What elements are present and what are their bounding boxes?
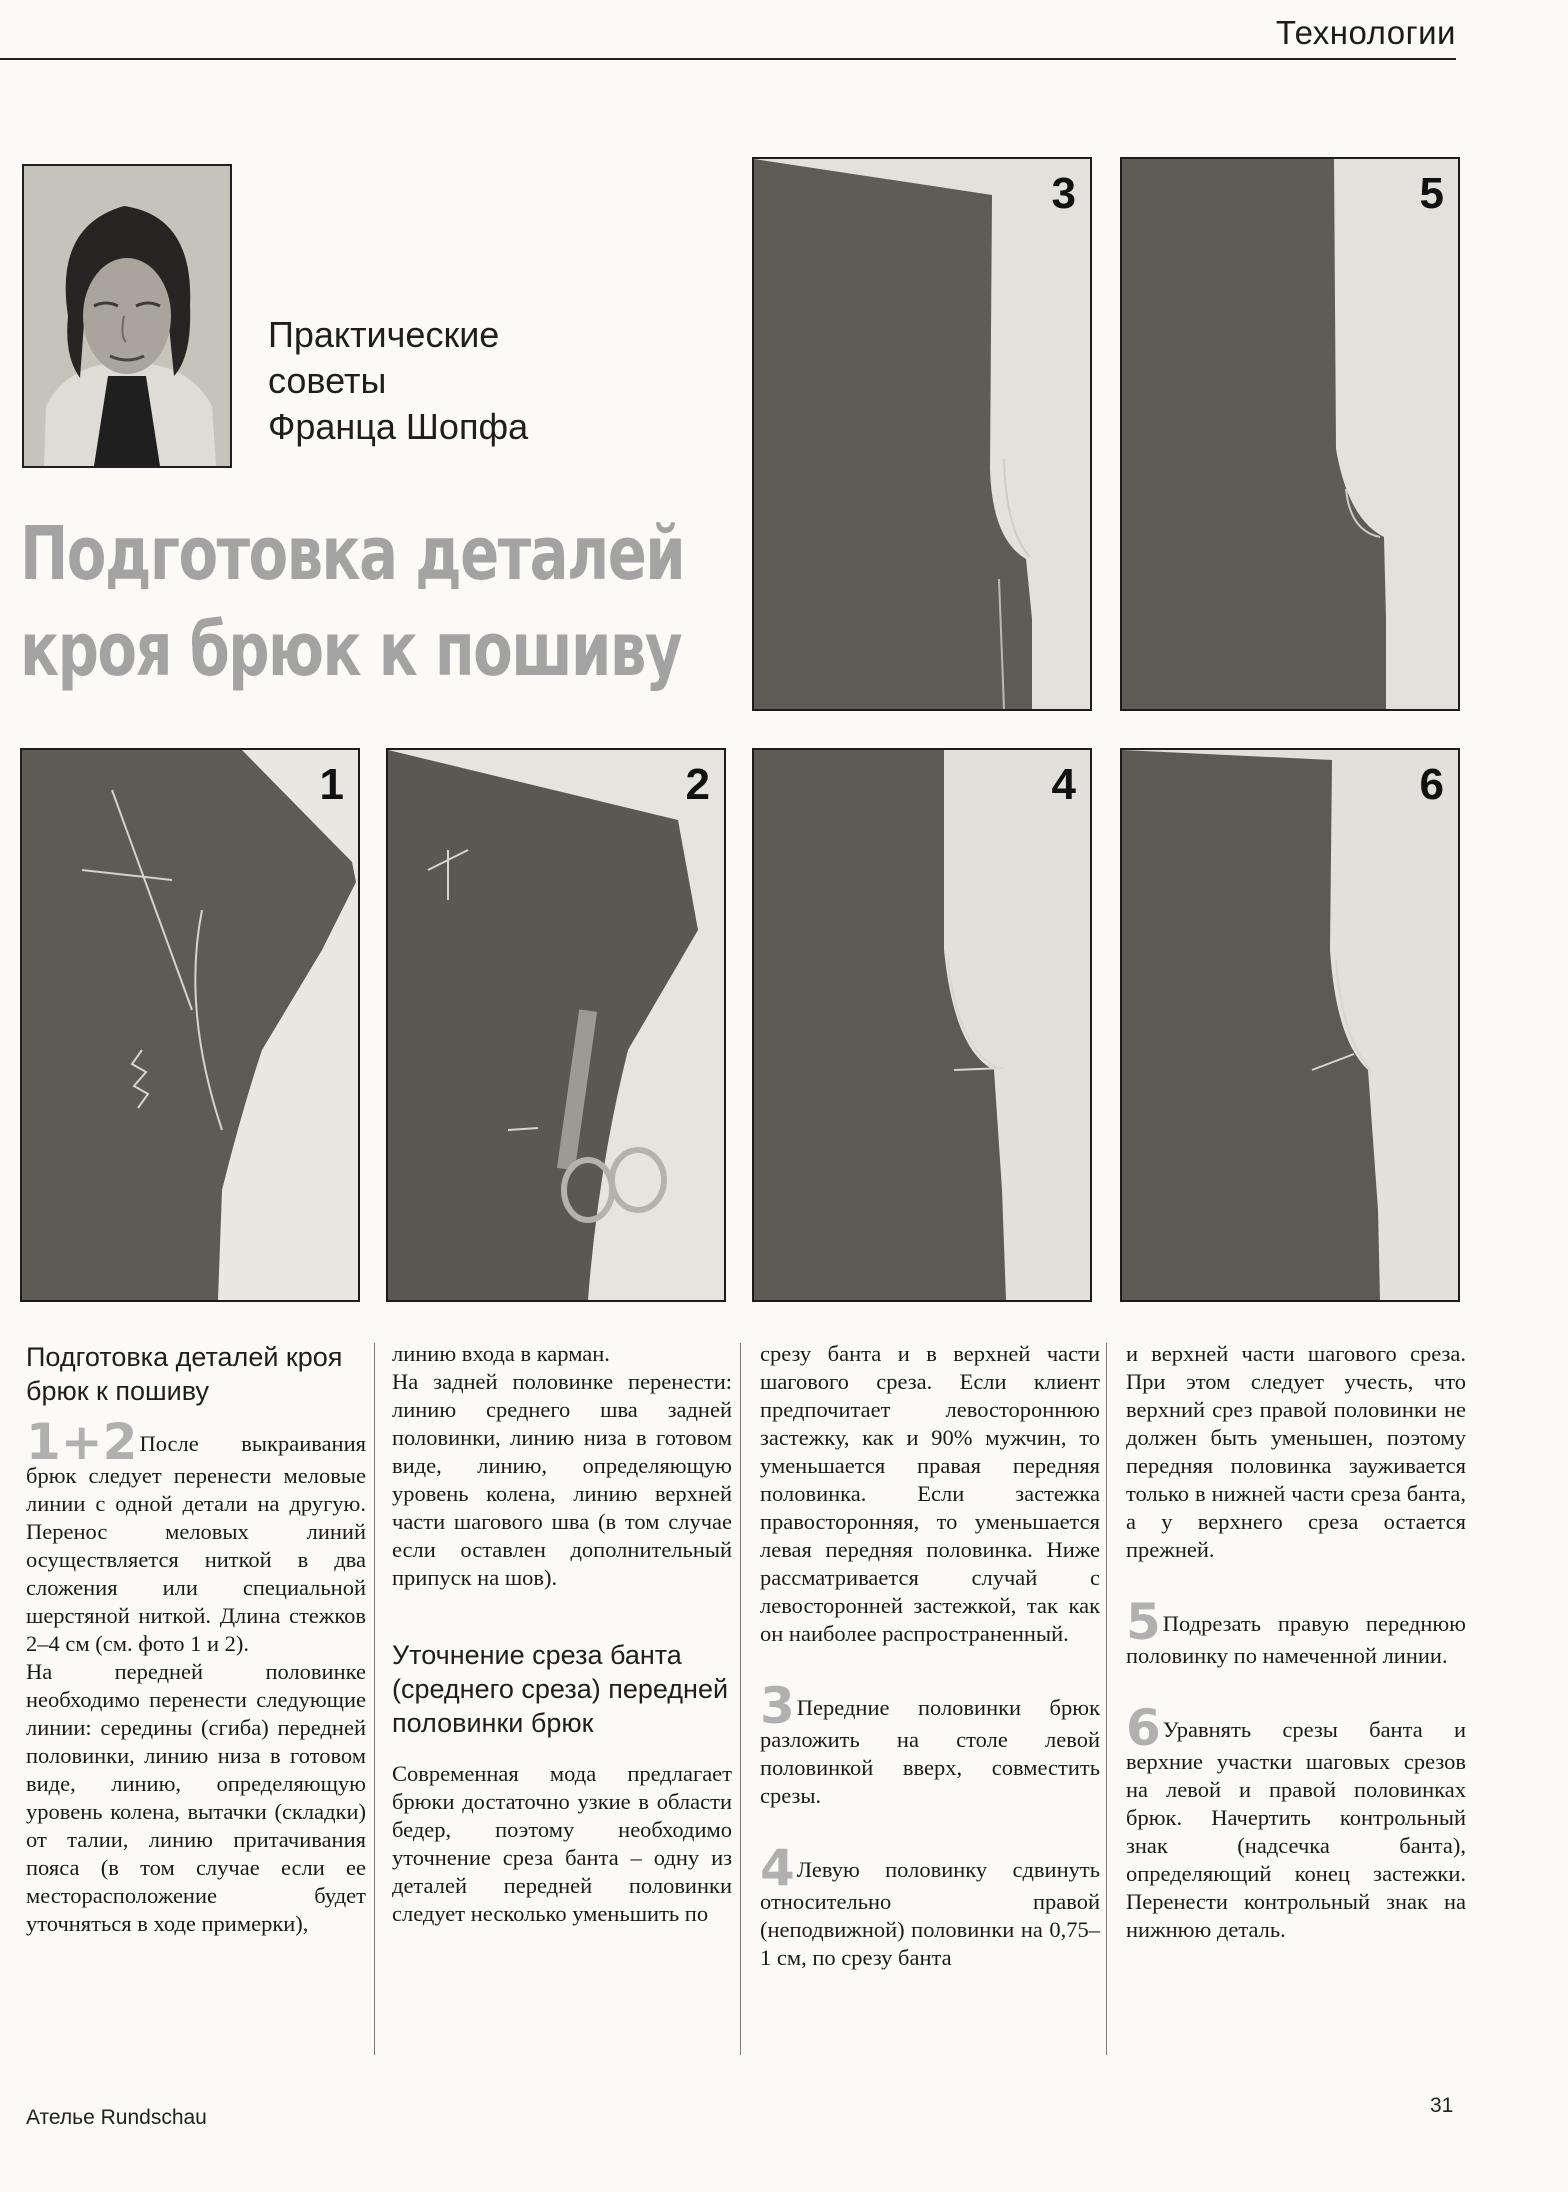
article-headline bbox=[20, 506, 685, 698]
step-paragraph bbox=[1126, 1699, 1466, 1944]
text-column-3 bbox=[760, 1340, 1100, 1972]
byline-line: Практические bbox=[268, 314, 500, 355]
magazine-name: Ателье Rundschau bbox=[26, 2106, 207, 2129]
photo-number: 6 bbox=[1419, 760, 1444, 809]
paragraph: Современная мода предлагает брюки достаточно узкие в области бедер, поэтому необходимо уточнение среза банта – одну из деталей передней половинки следует несколько уменьшить по bbox=[392, 1761, 732, 1926]
step-number: 3 bbox=[760, 1677, 795, 1735]
section-label: Технологии bbox=[1275, 14, 1456, 51]
photo-number: 1 bbox=[319, 760, 344, 809]
column-rule bbox=[1106, 1343, 1107, 2055]
headline-line: кроя брюк к пошиву bbox=[20, 607, 681, 693]
column-rule bbox=[374, 1343, 375, 2055]
paragraph-text: Передние половинки брюк разложить на столе левой половинкой вверх, совместить срезы. bbox=[760, 1695, 1100, 1808]
photo-number: 4 bbox=[1051, 760, 1076, 809]
step-paragraph bbox=[760, 1839, 1100, 1972]
paragraph-text: Подрезать правую переднюю половинку по намеченной линии. bbox=[1126, 1611, 1466, 1668]
section-subtitle: Подготовка деталей кроя брюк к пошиву bbox=[26, 1342, 343, 1406]
photo-number: 3 bbox=[1051, 169, 1076, 218]
paragraph: На задней половинке перенести: линию среднего шва задней половинки, линию низа в готовом виде, линию, определяющую уровень колена, линию верхней части шагового шва (в том случае если оставлен дополнительный припуск на шов). bbox=[392, 1369, 732, 1590]
paragraph: На передней половинке необходимо перенести следующие линии: середины (сгиба) передней половинки, линию низа в готовом виде, линию, определяющую уровень колена, вытачки (складки) от талии, линию притачивания пояса (в том случае если ее месторасположение будет уточняться в ходе примерки), bbox=[26, 1659, 366, 1936]
photo-1 bbox=[20, 748, 360, 1302]
paragraph: срезу банта и в верхней части шагового среза. Если клиент предпочитает левостороннюю застежку, как и 90% мужчин, то уменьшается правая передняя половинка. Если застежка правосторонняя, то уменьшается левая передняя половинка. Ниже рассматривается случай с левосторонней застежкой, так как он наиболее распространенный. bbox=[760, 1341, 1100, 1646]
photo-6 bbox=[1120, 748, 1460, 1302]
paragraph bbox=[26, 1413, 366, 1658]
paragraph-text: Уравнять срезы банта и верхние участки шаговых срезов на левой и правой половинках брюк. Начертить контрольный знак (надсечка банта), определяющий конец застежки. Перенести контрольный знак на нижнюю деталь. bbox=[1126, 1717, 1466, 1942]
photo-2 bbox=[386, 748, 726, 1302]
header-rule bbox=[0, 58, 1456, 60]
paragraph: и верхней части шагового среза. При этом следует учесть, что верхний срез правой половинки не должен быть уменьшен, поэтому передняя половинка зауживается только в нижней части среза банта, а у верхнего среза остается прежней. bbox=[1126, 1341, 1466, 1562]
column-rule bbox=[740, 1343, 741, 2055]
photo-5 bbox=[1120, 157, 1460, 711]
headline-line: Подготовка деталей bbox=[20, 511, 685, 597]
step-number: 4 bbox=[760, 1839, 795, 1897]
step-number: 6 bbox=[1126, 1699, 1161, 1757]
byline bbox=[268, 312, 528, 450]
author-portrait bbox=[22, 164, 232, 468]
paragraph: линию входа в карман. bbox=[392, 1341, 610, 1366]
text-column-2 bbox=[392, 1340, 732, 1928]
step-paragraph bbox=[760, 1677, 1100, 1810]
byline-line: Франца Шопфа bbox=[268, 406, 529, 447]
text-column-1 bbox=[26, 1340, 366, 1938]
photo-3 bbox=[752, 157, 1092, 711]
step-number: 5 bbox=[1126, 1593, 1161, 1651]
photo-4 bbox=[752, 748, 1092, 1302]
byline-line: советы bbox=[268, 360, 387, 401]
section-subtitle: Уточнение среза банта (среднего среза) передней половинки брюк bbox=[392, 1640, 729, 1738]
step-number: 1+2 bbox=[26, 1413, 138, 1471]
photo-number: 5 bbox=[1419, 169, 1444, 218]
paragraph-text: После выкраивания брюк следует перенести меловые линии с одной детали на другую. Перенос меловых линий осуществляется ниткой в два сложения или специальной шерстяной ниткой. Длина стежков 2–4 см (см. фото 1 и 2). bbox=[26, 1431, 366, 1656]
step-paragraph bbox=[1126, 1593, 1466, 1670]
page-number: 31 bbox=[1430, 2094, 1454, 2117]
paragraph-text: Левую половинку сдвинуть относительно правой (неподвижной) половинки на 0,75–1 см, по срезу банта bbox=[760, 1857, 1100, 1970]
photo-number: 2 bbox=[685, 760, 710, 809]
text-column-4 bbox=[1126, 1340, 1466, 1944]
